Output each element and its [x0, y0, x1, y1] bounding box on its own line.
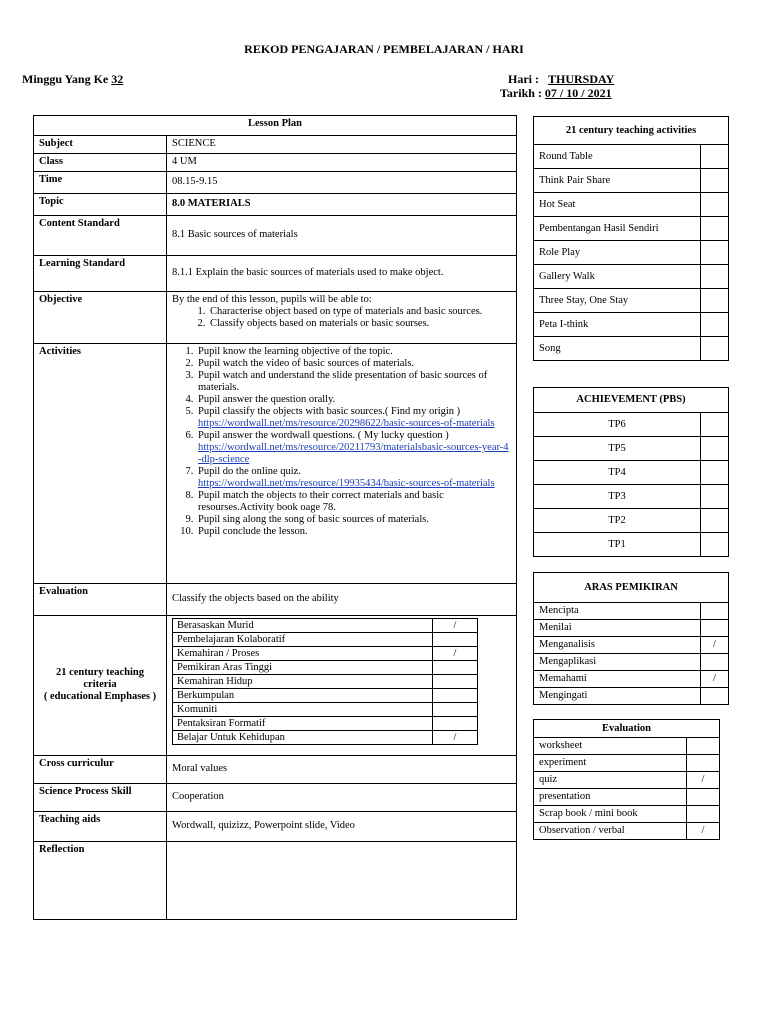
- criteria-mark: [433, 717, 478, 731]
- learning-standard-value: 8.1.1 Explain the basic sources of materials used to make object.: [167, 256, 517, 292]
- criteria-row: [173, 633, 478, 647]
- aras-pemikiran-row: [534, 688, 729, 705]
- criteria-cell: [167, 616, 517, 756]
- date-value: 07 / 10 / 2021: [544, 86, 612, 100]
- evaluation-side-checkbox: [687, 755, 720, 772]
- lesson-plan-heading: Lesson Plan: [34, 116, 517, 136]
- criteria-name: Kemahiran / Proses: [173, 647, 433, 661]
- century-activity-name: Hot Seat: [534, 193, 701, 217]
- week-label: Minggu Yang Ke: [22, 72, 109, 86]
- criteria-mark: [433, 661, 478, 675]
- aras-pemikiran-row: [534, 603, 729, 620]
- criteria-row: [173, 675, 478, 689]
- evaluation-side-name: experiment: [534, 755, 687, 772]
- cross-curriculum-value: Moral values: [167, 756, 517, 784]
- aras-pemikiran-checkbox: [701, 620, 729, 637]
- aras-pemikiran-checkbox: [701, 688, 729, 705]
- aras-pemikiran-checkbox: /: [701, 671, 729, 688]
- achievement-name: TP6: [534, 413, 701, 437]
- evaluation-side-row: [534, 789, 720, 806]
- day-label: Hari :: [508, 72, 539, 86]
- century-activity-row: [534, 193, 729, 217]
- criteria-mark: [433, 703, 478, 717]
- aras-pemikiran-checkbox: /: [701, 637, 729, 654]
- activity-item: [196, 490, 511, 514]
- evaluation-side-checkbox: [687, 789, 720, 806]
- criteria-row: [173, 731, 478, 745]
- lesson-plan-table: [33, 115, 517, 920]
- criteria-table: [172, 618, 478, 745]
- criteria-name: Kemahiran Hidup: [173, 675, 433, 689]
- achievement-row: [534, 509, 729, 533]
- class-value: 4 UM: [167, 154, 517, 172]
- activity-item: [196, 514, 511, 526]
- achievement-row: [534, 437, 729, 461]
- document-title: REKOD PENGAJARAN / PEMBELAJARAN / HARI: [244, 42, 524, 56]
- activity-text: Pupil sing along the song of basic sources of materials.: [198, 514, 429, 525]
- content-standard-value: 8.1 Basic sources of materials: [167, 216, 517, 256]
- class-label: Class: [34, 154, 167, 172]
- activity-text: Pupil watch and understand the slide presentation of basic sources of materials.: [198, 370, 488, 393]
- aras-pemikiran-row: [534, 637, 729, 654]
- week-value: 32: [111, 72, 124, 86]
- teaching-aids-label: Teaching aids: [34, 812, 167, 842]
- aras-pemikiran-row: [534, 654, 729, 671]
- century-activity-row: [534, 217, 729, 241]
- achievement-name: TP1: [534, 533, 701, 557]
- achievement-checkbox: [701, 533, 729, 557]
- criteria-name: Berasaskan Murid: [173, 619, 433, 633]
- subject-value: SCIENCE: [167, 136, 517, 154]
- achievement-name: TP5: [534, 437, 701, 461]
- activity-item: [196, 466, 511, 490]
- century-activity-row: [534, 313, 729, 337]
- century-activity-name: Three Stay, One Stay: [534, 289, 701, 313]
- objective-label: Objective: [34, 292, 167, 344]
- criteria-row: [173, 717, 478, 731]
- achievement-checkbox: [701, 413, 729, 437]
- century-activity-name: Role Play: [534, 241, 701, 265]
- century-activity-checkbox: [701, 265, 729, 289]
- evaluation-value: Classify the objects based on the ability: [167, 584, 517, 616]
- activity-item: [196, 370, 511, 394]
- activity-link[interactable]: https://wordwall.net/ms/resource/20298622/basic-sources-of-materials: [198, 418, 495, 429]
- aras-pemikiran-name: Menilai: [534, 620, 701, 637]
- century-activity-row: [534, 241, 729, 265]
- activity-link[interactable]: https://wordwall.net/ms/resource/19935434/basic-sources-of-materials: [198, 478, 495, 489]
- achievement-name: TP2: [534, 509, 701, 533]
- achievement-checkbox: [701, 461, 729, 485]
- activity-text: Pupil know the learning objective of the topic.: [198, 346, 393, 357]
- day-line: [508, 72, 614, 87]
- teaching-aids-value: Wordwall, quizizz, Powerpoint slide, Video: [167, 812, 517, 842]
- century-activity-row: [534, 337, 729, 361]
- evaluation-side-checkbox: /: [687, 772, 720, 789]
- criteria-label: 21 century teaching criteria ( educational Emphases ): [34, 616, 167, 756]
- aras-pemikiran-row: [534, 620, 729, 637]
- evaluation-side-row: [534, 823, 720, 840]
- evaluation-side-checkbox: [687, 806, 720, 823]
- criteria-name: Komuniti: [173, 703, 433, 717]
- evaluation-side-name: quiz: [534, 772, 687, 789]
- reflection-value: [167, 842, 517, 920]
- century-activity-name: Song: [534, 337, 701, 361]
- century-activity-checkbox: [701, 313, 729, 337]
- evaluation-side-checkbox: /: [687, 823, 720, 840]
- aras-pemikiran-name: Mencipta: [534, 603, 701, 620]
- evaluation-side-table: [533, 719, 720, 840]
- subject-label: Subject: [34, 136, 167, 154]
- criteria-row: [173, 661, 478, 675]
- aras-pemikiran-row: [534, 671, 729, 688]
- criteria-row: [173, 619, 478, 633]
- science-process-skill-label: Science Process Skill: [34, 784, 167, 812]
- day-value: THURSDAY: [548, 72, 615, 86]
- topic-value: 8.0 MATERIALS: [167, 194, 517, 216]
- achievement-checkbox: [701, 437, 729, 461]
- century-activities-heading: 21 century teaching activities: [534, 117, 729, 145]
- century-activity-checkbox: [701, 145, 729, 169]
- criteria-mark: /: [433, 731, 478, 745]
- achievement-name: TP3: [534, 485, 701, 509]
- achievement-name: TP4: [534, 461, 701, 485]
- content-standard-label: Content Standard: [34, 216, 167, 256]
- achievement-row: [534, 413, 729, 437]
- evaluation-side-name: Scrap book / mini book: [534, 806, 687, 823]
- objective-item: 1. Characterise object based on type of materials and basic sources.: [208, 306, 511, 318]
- activity-item: [196, 394, 511, 406]
- criteria-name: Berkumpulan: [173, 689, 433, 703]
- criteria-row: [173, 689, 478, 703]
- reflection-label: Reflection: [34, 842, 167, 920]
- aras-pemikiran-checkbox: [701, 603, 729, 620]
- objective-list: [208, 306, 511, 330]
- criteria-mark: /: [433, 619, 478, 633]
- activities-label: Activities: [34, 344, 167, 584]
- criteria-name: Pembelajaran Kolaboratif: [173, 633, 433, 647]
- century-activity-checkbox: [701, 193, 729, 217]
- objective-item: 2. Classify objects based on materials or basic sourses.: [208, 318, 511, 330]
- aras-pemikiran-name: Mengaplikasi: [534, 654, 701, 671]
- activity-item: [196, 430, 511, 466]
- century-activity-name: Gallery Walk: [534, 265, 701, 289]
- century-activity-row: [534, 145, 729, 169]
- evaluation-side-name: worksheet: [534, 738, 687, 755]
- activity-text: Pupil answer the question orally.: [198, 394, 336, 405]
- evaluation-label: Evaluation: [34, 584, 167, 616]
- activity-text: Pupil watch the video of basic sources of materials.: [198, 358, 415, 369]
- activity-text: Pupil answer the wordwall questions. ( My lucky question ): [198, 430, 449, 441]
- objective-intro: By the end of this lesson, pupils will be able to:: [172, 294, 372, 305]
- century-activities-table: [533, 116, 729, 361]
- aras-pemikiran-table: [533, 572, 729, 705]
- evaluation-side-row: [534, 738, 720, 755]
- century-activity-name: Think Pair Share: [534, 169, 701, 193]
- activity-text: Pupil conclude the lesson.: [198, 526, 308, 537]
- century-activity-checkbox: [701, 289, 729, 313]
- aras-pemikiran-name: Menganalisis: [534, 637, 701, 654]
- activity-text: Pupil classify the objects with basic sources.( Find my origin ): [198, 406, 461, 417]
- evaluation-side-checkbox: [687, 738, 720, 755]
- aras-pemikiran-checkbox: [701, 654, 729, 671]
- date-label: Tarikh :: [500, 86, 542, 100]
- criteria-mark: [433, 675, 478, 689]
- evaluation-side-name: Observation / verbal: [534, 823, 687, 840]
- evaluation-side-row: [534, 806, 720, 823]
- achievement-table: [533, 387, 729, 557]
- topic-label: Topic: [34, 194, 167, 216]
- achievement-row: [534, 533, 729, 557]
- achievement-checkbox: [701, 509, 729, 533]
- achievement-checkbox: [701, 485, 729, 509]
- century-activity-checkbox: [701, 241, 729, 265]
- century-activity-row: [534, 265, 729, 289]
- objective-cell: [167, 292, 517, 344]
- century-activity-name: Peta I-think: [534, 313, 701, 337]
- activity-text: Pupil do the online quiz.: [198, 466, 301, 477]
- criteria-name: Belajar Untuk Kehidupan: [173, 731, 433, 745]
- activity-item: [196, 358, 511, 370]
- science-process-skill-value: Cooperation: [167, 784, 517, 812]
- achievement-row: [534, 485, 729, 509]
- aras-pemikiran-heading: ARAS PEMIKIRAN: [534, 573, 729, 603]
- evaluation-side-row: [534, 755, 720, 772]
- century-activity-checkbox: [701, 217, 729, 241]
- date-line: [500, 86, 612, 101]
- activity-item: [196, 526, 511, 538]
- criteria-mark: /: [433, 647, 478, 661]
- century-activity-row: [534, 169, 729, 193]
- century-activity-name: Round Table: [534, 145, 701, 169]
- time-value: 08.15-9.15: [167, 172, 517, 194]
- century-activity-name: Pembentangan Hasil Sendiri: [534, 217, 701, 241]
- aras-pemikiran-name: Mengingati: [534, 688, 701, 705]
- criteria-mark: [433, 633, 478, 647]
- evaluation-side-heading: Evaluation: [534, 720, 720, 738]
- evaluation-side-row: [534, 772, 720, 789]
- activity-text: Pupil match the objects to their correct materials and basic resourses.Activity book oage 78.: [198, 490, 444, 513]
- activity-item: [196, 346, 511, 358]
- criteria-row: [173, 647, 478, 661]
- criteria-name: Pentaksiran Formatif: [173, 717, 433, 731]
- achievement-row: [534, 461, 729, 485]
- cross-curriculum-label: Cross curriculur: [34, 756, 167, 784]
- criteria-row: [173, 703, 478, 717]
- activity-item: [196, 406, 511, 430]
- learning-standard-label: Learning Standard: [34, 256, 167, 292]
- aras-pemikiran-name: Memahami: [534, 671, 701, 688]
- time-label: Time: [34, 172, 167, 194]
- century-activity-checkbox: [701, 169, 729, 193]
- activity-link[interactable]: https://wordwall.net/ms/resource/20211793/materialsbasic-sources-year-4-dlp-science: [198, 442, 509, 465]
- week-line: [22, 72, 123, 87]
- evaluation-side-name: presentation: [534, 789, 687, 806]
- criteria-mark: [433, 689, 478, 703]
- activities-list: [196, 346, 511, 538]
- century-activity-row: [534, 289, 729, 313]
- activities-cell: [167, 344, 517, 584]
- criteria-name: Pemikiran Aras Tinggi: [173, 661, 433, 675]
- century-activity-checkbox: [701, 337, 729, 361]
- achievement-heading: ACHIEVEMENT (PBS): [534, 388, 729, 413]
